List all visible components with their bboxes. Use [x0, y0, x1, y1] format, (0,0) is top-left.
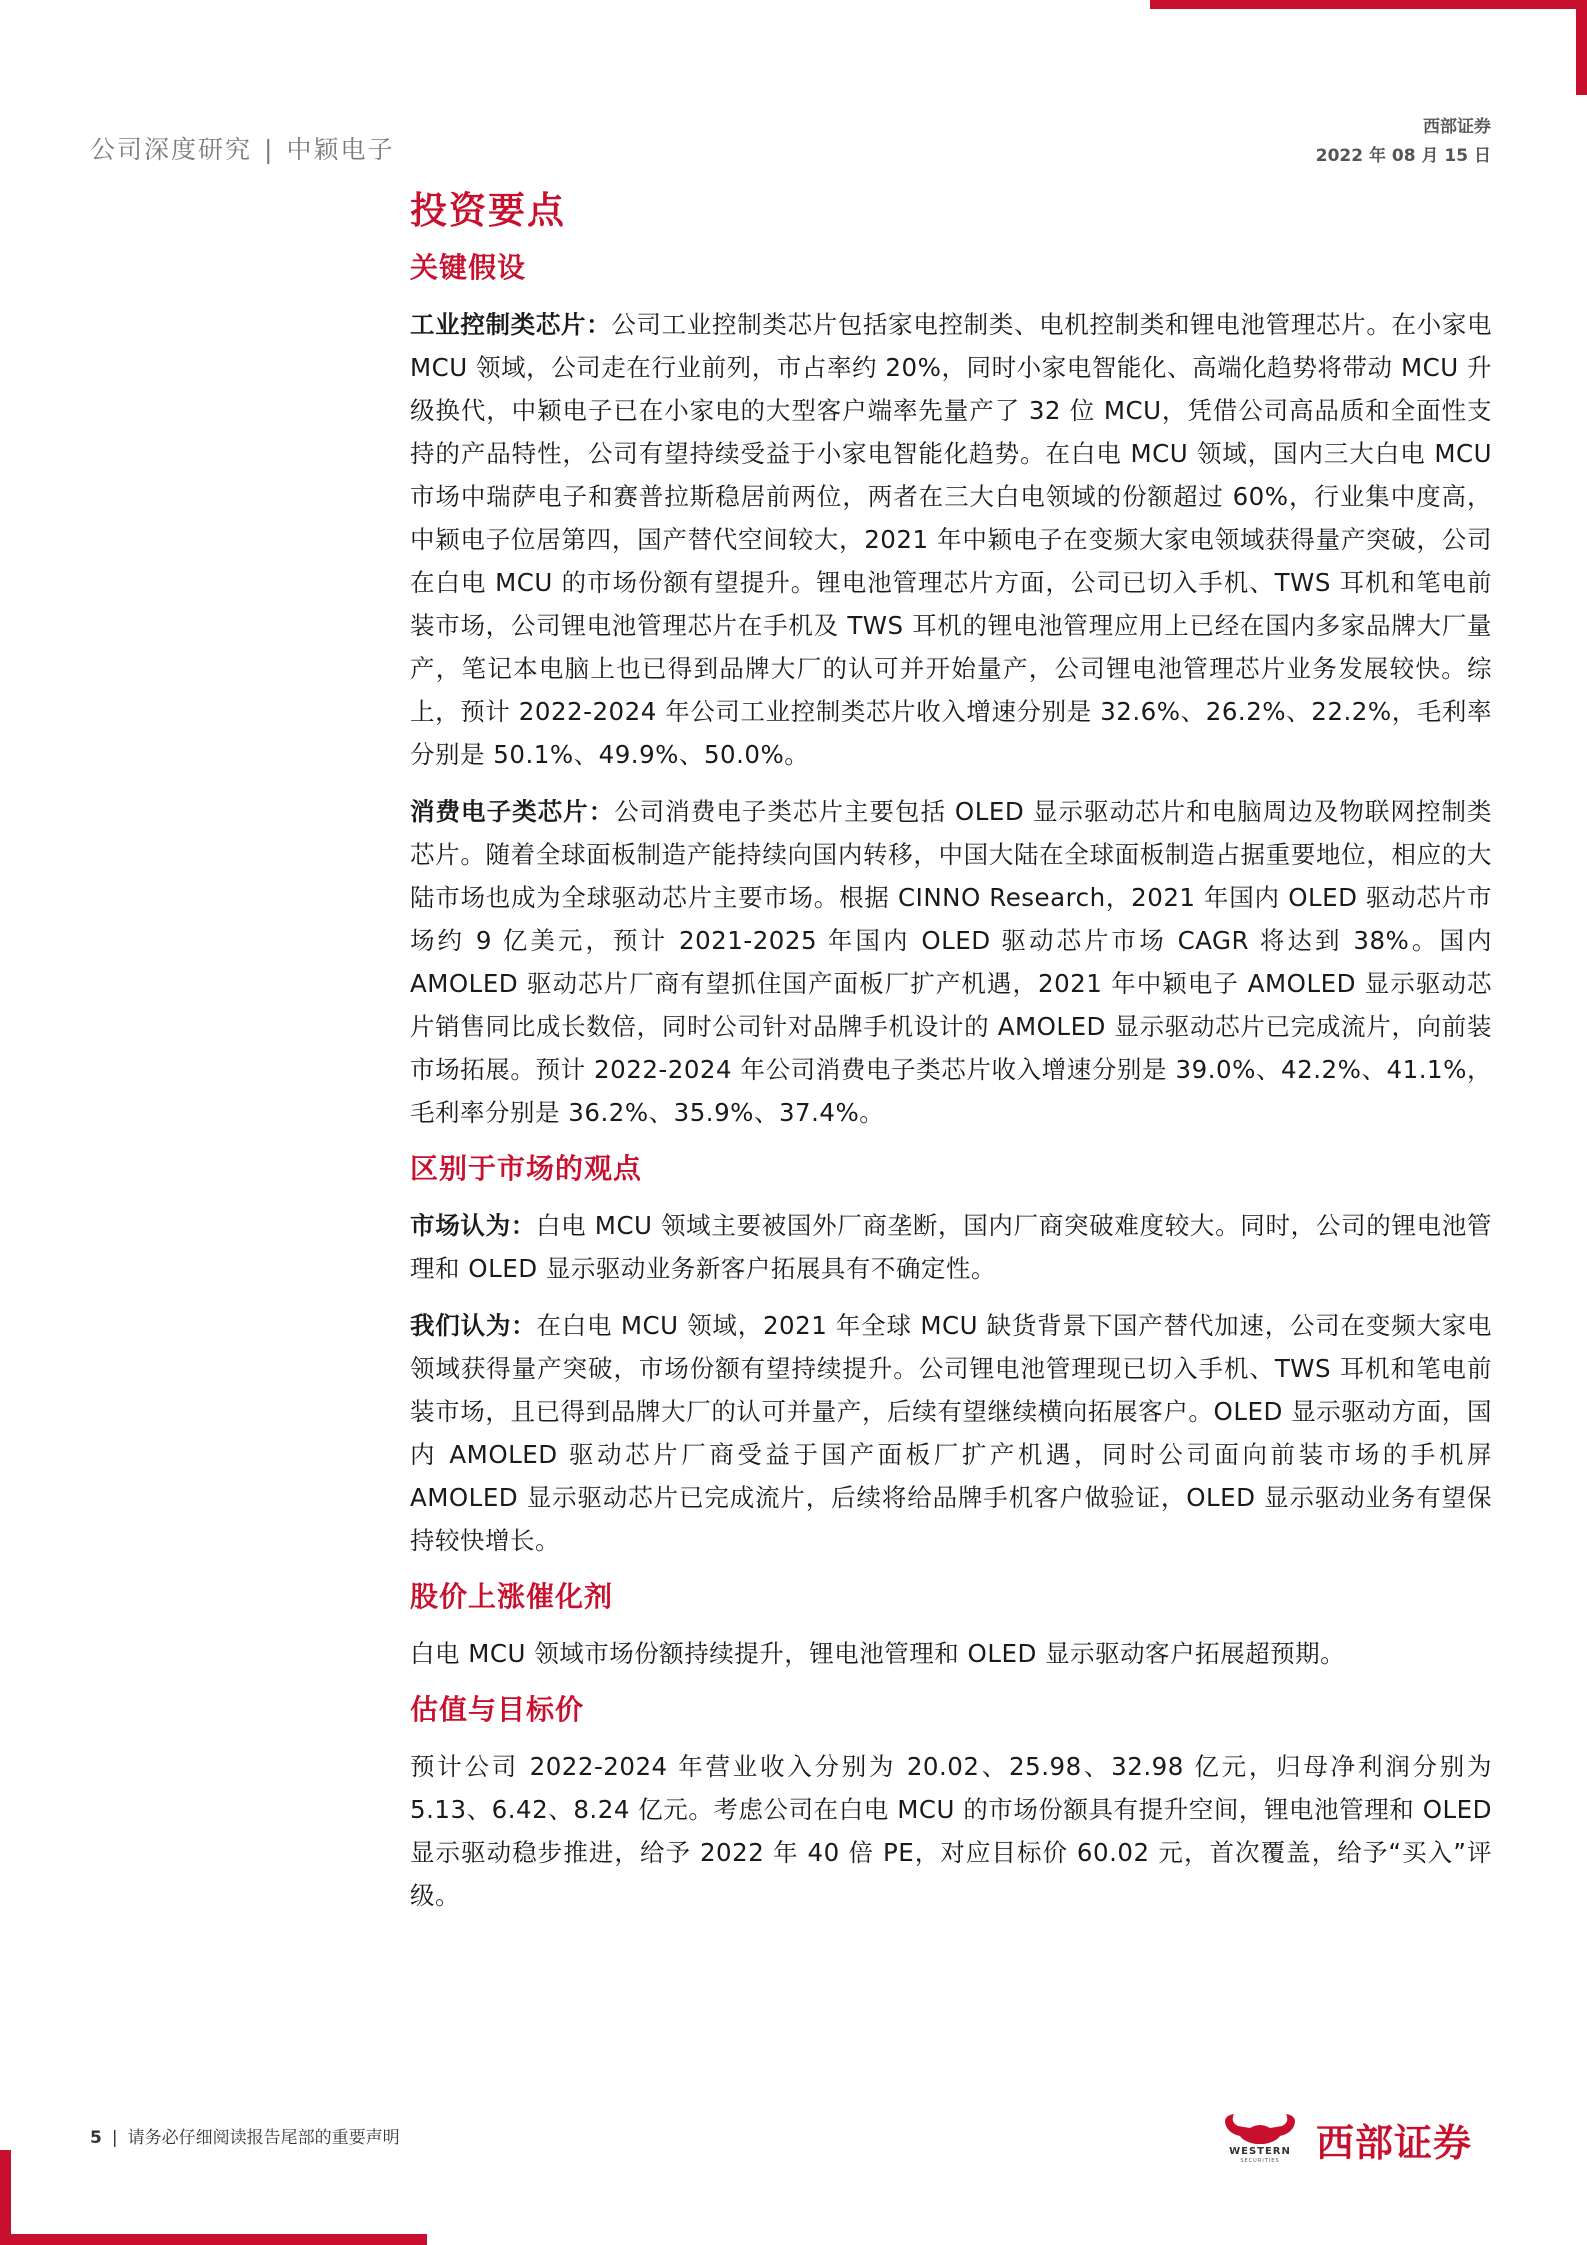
paragraph-text: 在白电 MCU 领域，2021 年全球 MCU 缺货背景下国产替代加速，公司在变频大家电领域获得量产突破，市场份额有望持续提升。公司锂电池管理现已切入手机、TWS 耳机和笔电前装市场，且已得到品牌大厂的认可并量产，后续有望继续横向拓展客户。OLED 显示驱动方面，国内 AMOLED 驱动芯片厂商受益于国产面板厂扩产机遇，同时公司面向前装市场的手机屏 AMOLED 显示驱动芯片已完成流片，后续将给品牌手机客户做验证，OLED 显示驱动业务有望保持较快增长。 — [410, 1311, 1492, 1555]
corner-accent-top-horizontal — [1150, 0, 1587, 9]
logo-english-sub: SECURITIES — [1240, 2158, 1280, 2164]
footer-disclaimer: 请务必仔细阅读报告尾部的重要声明 — [127, 2128, 400, 2148]
paragraph-our-view — [410, 1304, 1492, 1562]
header-breadcrumb — [90, 130, 394, 166]
footer-separator: | — [111, 2128, 118, 2148]
paragraph-lead: 我们认为： — [410, 1311, 537, 1340]
report-section: 公司深度研究 — [90, 135, 253, 164]
report-date: 2022 年 08 月 15 日 — [1315, 146, 1491, 166]
page-number: 5 — [90, 2128, 102, 2148]
section-heading-key-assumptions: 关键假设 — [410, 251, 527, 284]
header-separator: | — [264, 135, 275, 164]
paragraph-market-view — [410, 1204, 1492, 1290]
page-title: 投资要点 — [410, 189, 566, 232]
corner-accent-top-vertical — [1576, 0, 1587, 95]
corner-accent-bottom-vertical — [0, 2150, 11, 2245]
section-heading-catalysts: 股价上涨催化剂 — [410, 1580, 614, 1613]
paragraph-consumer-chips — [410, 790, 1492, 1134]
company-logo — [1210, 2110, 1500, 2170]
paragraph-lead: 市场认为： — [410, 1211, 536, 1240]
header-meta — [1316, 112, 1491, 166]
logo-english-name: WESTERN — [1229, 2146, 1291, 2157]
page-footer — [90, 2123, 400, 2148]
paragraph-catalysts: 白电 MCU 领域市场份额持续提升，锂电池管理和 OLED 显示驱动客户拓展超预期。 — [410, 1639, 1346, 1668]
paragraph-lead: 消费电子类芯片： — [410, 797, 615, 826]
section-heading-valuation: 估值与目标价 — [410, 1693, 585, 1726]
paragraph-industrial-chips — [410, 303, 1492, 776]
company-name: 中颖电子 — [286, 135, 395, 164]
logo-chinese-name: 西部证券 — [1316, 2121, 1473, 2165]
paragraph-text: 白电 MCU 领域主要被国外厂商垄断，国内厂商突破难度较大。同时，公司的锂电池管理和 OLED 显示驱动业务新客户拓展具有不确定性。 — [410, 1211, 1493, 1283]
corner-accent-bottom-horizontal — [0, 2234, 427, 2245]
section-heading-differences: 区别于市场的观点 — [410, 1152, 643, 1185]
paragraph-lead: 工业控制类芯片： — [410, 310, 612, 339]
paragraph-text: 公司工业控制类芯片包括家电控制类、电机控制类和锂电池管理芯片。在小家电 MCU 领域，公司走在行业前列，市占率约 20%，同时小家电智能化、高端化趋势将带动 MCU 升级换代，中颖电子已在小家电的大型客户端率先量产了 32 位 MCU，凭借公司高品质和全面性支持的产品特性，公司有望持续受益于小家电智能化趋势。在白电 MCU 领域，国内三大白电 MCU 市场中瑞萨电子和赛普拉斯稳居前两位，两者在三大白电领域的份额超过 60%，行业集中度高，中颖电子位居第四，国产替代空间较大，2021 年中颖电子在变频大家电领域获得量产突破，公司在白电 MCU 的市场份额有望提升。锂电池管理芯片方面，公司已切入手机、TWS 耳机和笔电前装市场，公司锂电池管理芯片在手机及 TWS 耳机的锂电池管理应用上已经在国内多家品牌大厂量产，笔记本电脑上也已得到品牌大厂的认可并开始量产，公司锂电池管理芯片业务发展较快。综上，预计 2022-2024 年公司工业控制类芯片收入增速分别是 32.6%、26.2%、22.2%，毛利率分别是 50.1%、49.9%、50.0%。 — [410, 310, 1493, 769]
paragraph-valuation: 预计公司 2022-2024 年营业收入分别为 20.02、25.98、32.98 亿元，归母净利润分别为 5.13、6.42、8.24 亿元。考虑公司在白电 MCU 的市场份额具有提升空间，锂电池管理和 OLED 显示驱动稳步推进，给予 2022 年 40 倍 PE，对应目标价 60.02 元，首次覆盖，给予“买入”评级。 — [410, 1752, 1492, 1910]
paragraph-text: 公司消费电子类芯片主要包括 OLED 显示驱动芯片和电脑周边及物联网控制类芯片。随着全球面板制造产能持续向国内转移，中国大陆在全球面板制造占据重要地位，相应的大陆市场也成为全球驱动芯片主要市场。根据 CINNO Research，2021 年国内 OLED 驱动芯片市场约 9 亿美元，预计 2021-2025 年国内 OLED 驱动芯片市场 CAGR 将达到 38%。国内 AMOLED 驱动芯片厂商有望抓住国产面板厂扩产机遇，2021 年中颖电子 AMOLED 显示驱动芯片销售同比成长数倍，同时公司针对品牌手机设计的 AMOLED 显示驱动芯片已完成流片，向前装市场拓展。预计 2022-2024 年公司消费电子类芯片收入增速分别是 39.0%、42.2%、41.1%，毛利率分别是 36.2%、35.9%、37.4%。 — [410, 797, 1492, 1127]
brand-name: 西部证券 — [1423, 117, 1491, 137]
main-content — [410, 185, 1492, 1931]
